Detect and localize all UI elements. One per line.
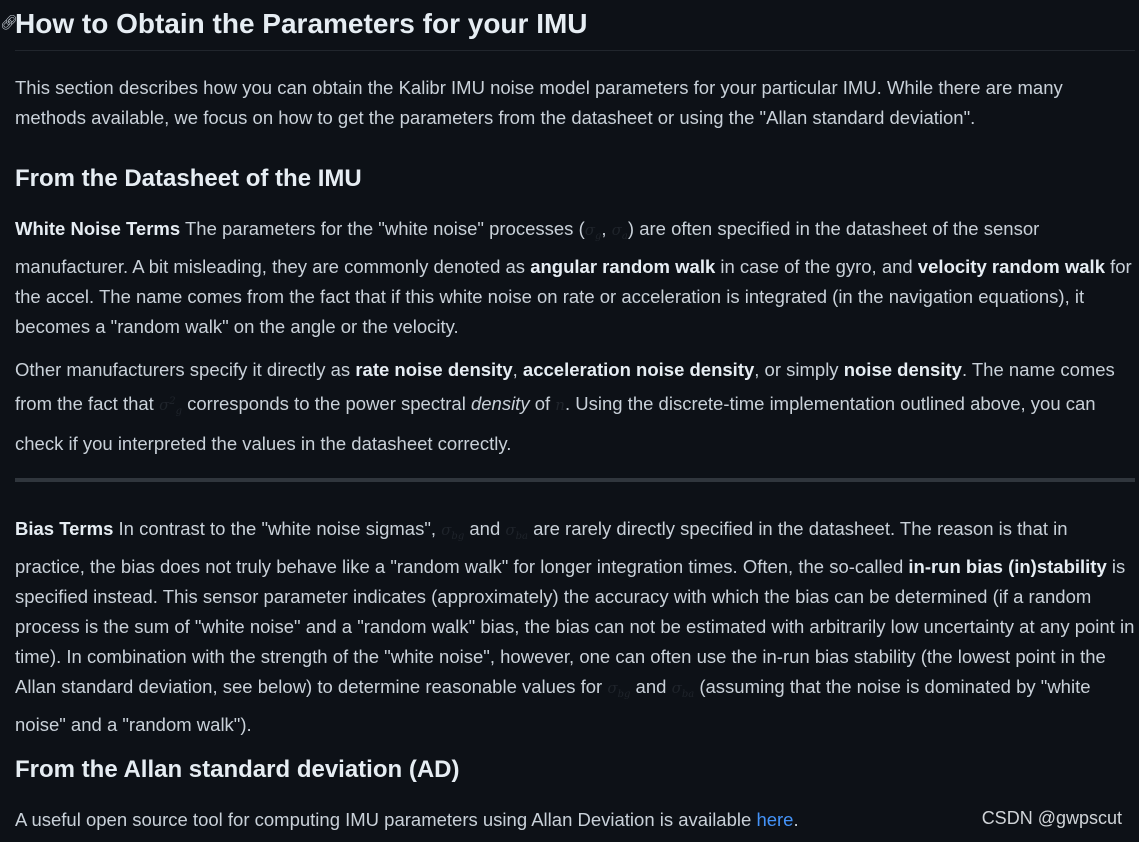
allan-paragraph xyxy=(15,805,1135,835)
in-run-bias-term: in-run bias (in)stability xyxy=(908,556,1107,577)
text-segment: corresponds to the power spectral xyxy=(181,393,471,414)
text-segment: (assuming that the noise is dominated by "white noise" and a "random walk"). xyxy=(15,676,1091,735)
velocity-random-walk-term: velocity random walk xyxy=(917,256,1105,277)
allan-heading: From the Allan standard deviation (AD) xyxy=(15,756,460,783)
math-sigma-bg: $\sigma_{bg}$ xyxy=(607,679,631,700)
intro-paragraph: This section describes how you can obtain the Kalibr IMU noise model parameters for your particular IMU. While there are many methods available, we focus on how to get the parameters from the datasheet or using the "Allan standard deviation". xyxy=(15,77,1063,128)
text-segment: , xyxy=(512,359,523,380)
text-segment: , xyxy=(601,218,612,239)
angular-random-walk-term: angular random walk xyxy=(530,256,716,277)
math-sigma-ba: $\sigma_{ba}$ xyxy=(671,679,695,700)
text-segment: of xyxy=(529,393,556,414)
text-segment: In contrast to the "white noise sigmas", xyxy=(113,518,442,539)
math-sigma-g-squared: $\sigma^2_g$ xyxy=(158,396,182,417)
math-sigma-a: $\sigma_a$ xyxy=(611,221,628,242)
density-emphasis: density xyxy=(470,393,530,414)
datasheet-heading: From the Datasheet of the IMU xyxy=(15,165,362,192)
white-noise-paragraph xyxy=(15,214,1135,342)
text-segment: is specified instead. This sensor parameter indicates (approximately) the accuracy with which the bias can be determined (if a random process is the sum of "white noise" and a "random walk" bias, the bias can not be estimated with arbitrarily low uncertainty at any point in time). In combination with the strength of the "white noise", however, one can often use the in-run bias stability (the lowest point in the Allan standard deviation, see below) to determine reasonable values for xyxy=(15,556,1135,697)
text-segment: The parameters for the "white noise" processes ( xyxy=(180,218,585,239)
horizontal-rule xyxy=(15,478,1135,482)
math-sigma-ba: $\sigma_{ba}$ xyxy=(505,521,529,542)
bias-terms-label: Bias Terms xyxy=(15,518,114,539)
text-segment: in case of the gyro, and xyxy=(715,256,918,277)
text-segment: . Using the discrete-time implementation outlined above, you can check if you interpreted the values in the datasheet correctly. xyxy=(15,393,1096,454)
text-segment: Other manufacturers specify it directly as xyxy=(15,359,356,380)
noise-density-paragraph xyxy=(15,354,1135,460)
text-segment: are rarely directly specified in the datasheet. The reason is that in practice, the bias does not truly behave like a "random walk" for longer integration times. Often, the so-called xyxy=(15,518,1068,577)
text-segment: and xyxy=(464,518,506,539)
page-title: How to Obtain the Parameters for your IMU xyxy=(15,8,588,39)
text-segment: A useful open source tool for computing IMU parameters using Allan Deviation is available xyxy=(15,809,757,830)
text-segment: , or simply xyxy=(754,359,844,380)
white-noise-label: White Noise Terms xyxy=(15,218,181,239)
text-segment: . xyxy=(793,809,799,830)
math-sigma-g: $\sigma_g$ xyxy=(584,221,602,242)
bias-paragraph xyxy=(15,514,1135,740)
text-segment: for the accel. The name comes from the fact that if this white noise on rate or acceleration is integrated (in the navigation equations), it becomes a "random walk" on the angle or the velocity. xyxy=(15,256,1132,337)
title-divider xyxy=(15,50,1135,51)
rate-noise-density-term: rate noise density xyxy=(355,359,513,380)
text-segment: and xyxy=(630,676,672,697)
text-segment: ) are often specified in the datasheet of the sensor manufacturer. A bit misleading, they are commonly denoted as xyxy=(15,218,1040,277)
acceleration-noise-density-term: acceleration noise density xyxy=(522,359,755,380)
noise-density-term: noise density xyxy=(843,359,962,380)
text-segment: . The name comes from the fact that xyxy=(15,359,1115,414)
link-anchor-icon[interactable]: 🔗︎ xyxy=(0,14,18,30)
here-link[interactable]: here xyxy=(756,809,794,830)
math-n: n xyxy=(555,396,565,414)
csdn-watermark: CSDN @gwpscut xyxy=(981,808,1122,828)
math-sigma-bg: $\sigma_{bg}$ xyxy=(441,521,465,542)
